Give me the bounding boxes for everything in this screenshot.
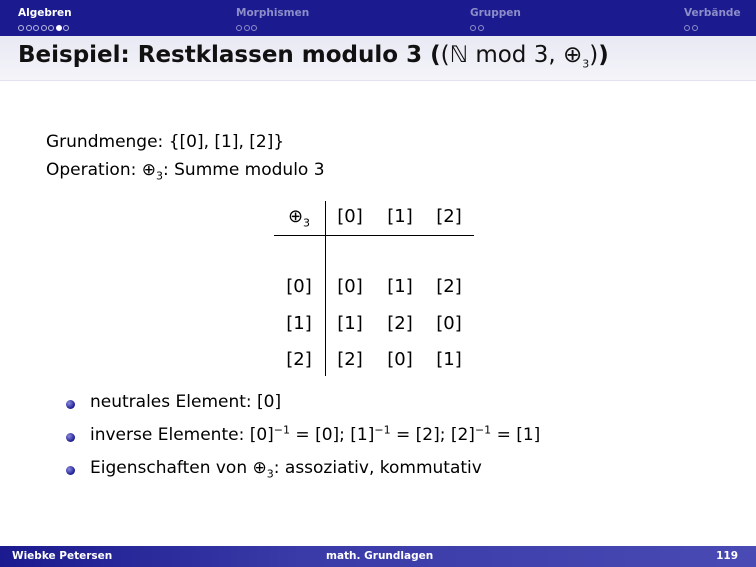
nav-slide-dots[interactable] bbox=[18, 22, 72, 30]
nav-dot[interactable] bbox=[41, 25, 47, 31]
inverse-term: [0] bbox=[249, 425, 274, 445]
table-corner-sub: 3 bbox=[303, 216, 311, 230]
nav-section-label: Verbände bbox=[684, 7, 741, 19]
nav-dot[interactable] bbox=[244, 25, 250, 31]
operation-sub: 3 bbox=[156, 169, 163, 183]
inverse-term: [1] bbox=[350, 425, 375, 445]
title-text: Beispiel: Restklassen modulo 3 ( bbox=[18, 42, 441, 68]
table-row-header: [2] bbox=[286, 349, 312, 370]
footer-author: Wiebke Petersen bbox=[12, 550, 113, 562]
table-cell: [0] bbox=[387, 349, 413, 370]
table-row-header: [0] bbox=[286, 276, 312, 297]
table-col-header: [1] bbox=[387, 206, 413, 227]
nav-dot-current[interactable] bbox=[56, 25, 62, 31]
inverse-result: = [1] bbox=[491, 425, 541, 445]
bullet-icon bbox=[66, 400, 75, 409]
table-cell: [1] bbox=[337, 313, 363, 334]
footer-page-number: 119 bbox=[716, 550, 738, 562]
title-math-open: (ℕ mod 3, ⊕ bbox=[440, 42, 583, 68]
grundmenge-label: Grundmenge: bbox=[46, 132, 164, 152]
table-cell: [0] bbox=[436, 313, 462, 334]
nav-dot[interactable] bbox=[63, 25, 69, 31]
inverse-term: [2] bbox=[450, 425, 475, 445]
properties-prefix: Eigenschaften von ⊕ bbox=[90, 458, 267, 478]
nav-dot[interactable] bbox=[236, 25, 242, 31]
table-col-header: [2] bbox=[436, 206, 462, 227]
inverse-result: = [0]; bbox=[290, 425, 351, 445]
nav-dot[interactable] bbox=[48, 25, 54, 31]
table-cell: [2] bbox=[436, 276, 462, 297]
nav-section-label: Gruppen bbox=[470, 7, 521, 19]
title-math-close: ) bbox=[589, 42, 599, 68]
bullet-icon bbox=[66, 433, 75, 442]
nav-section-label: Algebren bbox=[18, 7, 72, 19]
nav-dot[interactable] bbox=[251, 25, 257, 31]
bullet-icon bbox=[66, 466, 75, 475]
nav-dot[interactable] bbox=[692, 25, 698, 31]
nav-section-gruppen[interactable] bbox=[470, 7, 521, 30]
footer-bar bbox=[0, 546, 756, 567]
title-math-sub: 3 bbox=[582, 57, 590, 71]
table-col-header: [0] bbox=[337, 206, 363, 227]
nav-section-verbaende[interactable] bbox=[684, 7, 741, 30]
nav-dot[interactable] bbox=[470, 25, 476, 31]
operation-table bbox=[274, 201, 474, 381]
nav-section-algebren[interactable] bbox=[18, 7, 72, 30]
table-horizontal-rule bbox=[274, 235, 474, 236]
title-end: ) bbox=[598, 42, 609, 68]
table-cell: [1] bbox=[436, 349, 462, 370]
inverse-exponent: −1 bbox=[474, 423, 492, 437]
inverse-result: = [2]; bbox=[390, 425, 451, 445]
table-corner bbox=[287, 206, 311, 230]
inverse-exponent: −1 bbox=[273, 423, 291, 437]
table-cell: [0] bbox=[337, 276, 363, 297]
section-navigation bbox=[0, 0, 756, 36]
footer-course: math. Grundlagen bbox=[326, 550, 434, 562]
table-cell: [1] bbox=[387, 276, 413, 297]
nav-section-morphismen[interactable] bbox=[236, 7, 309, 30]
nav-dot[interactable] bbox=[26, 25, 32, 31]
properties-text bbox=[90, 458, 482, 481]
nav-dot[interactable] bbox=[684, 25, 690, 31]
neutral-element-text: neutrales Element: [0] bbox=[90, 392, 282, 412]
nav-slide-dots[interactable] bbox=[470, 22, 521, 30]
inverse-exponent: −1 bbox=[374, 423, 391, 437]
table-cell: [2] bbox=[387, 313, 413, 334]
operation-label: Operation: bbox=[46, 160, 137, 180]
table-corner-symbol: ⊕ bbox=[287, 206, 304, 227]
title-math bbox=[440, 42, 599, 71]
nav-dot[interactable] bbox=[18, 25, 24, 31]
properties-suffix: : assoziativ, kommutativ bbox=[273, 458, 482, 478]
nav-dot[interactable] bbox=[33, 25, 39, 31]
nav-dot[interactable] bbox=[478, 25, 484, 31]
grundmenge-value: {[0], [1], [2]} bbox=[168, 132, 285, 152]
operation-desc: : Summe modulo 3 bbox=[163, 160, 325, 180]
slide-title bbox=[18, 42, 609, 71]
operation-line bbox=[46, 160, 325, 183]
grundmenge-line bbox=[46, 132, 284, 152]
properties-sub: 3 bbox=[266, 467, 274, 481]
table-vertical-rule bbox=[325, 201, 326, 376]
nav-section-label: Morphismen bbox=[236, 7, 310, 19]
nav-slide-dots[interactable] bbox=[684, 22, 741, 30]
table-cell: [2] bbox=[337, 349, 363, 370]
table-row-header: [1] bbox=[286, 313, 312, 334]
inverse-elements-text bbox=[90, 425, 540, 445]
nav-slide-dots[interactable] bbox=[236, 22, 309, 30]
inverse-label: inverse Elemente: bbox=[90, 425, 250, 445]
operation-symbol: ⊕ bbox=[141, 160, 156, 180]
